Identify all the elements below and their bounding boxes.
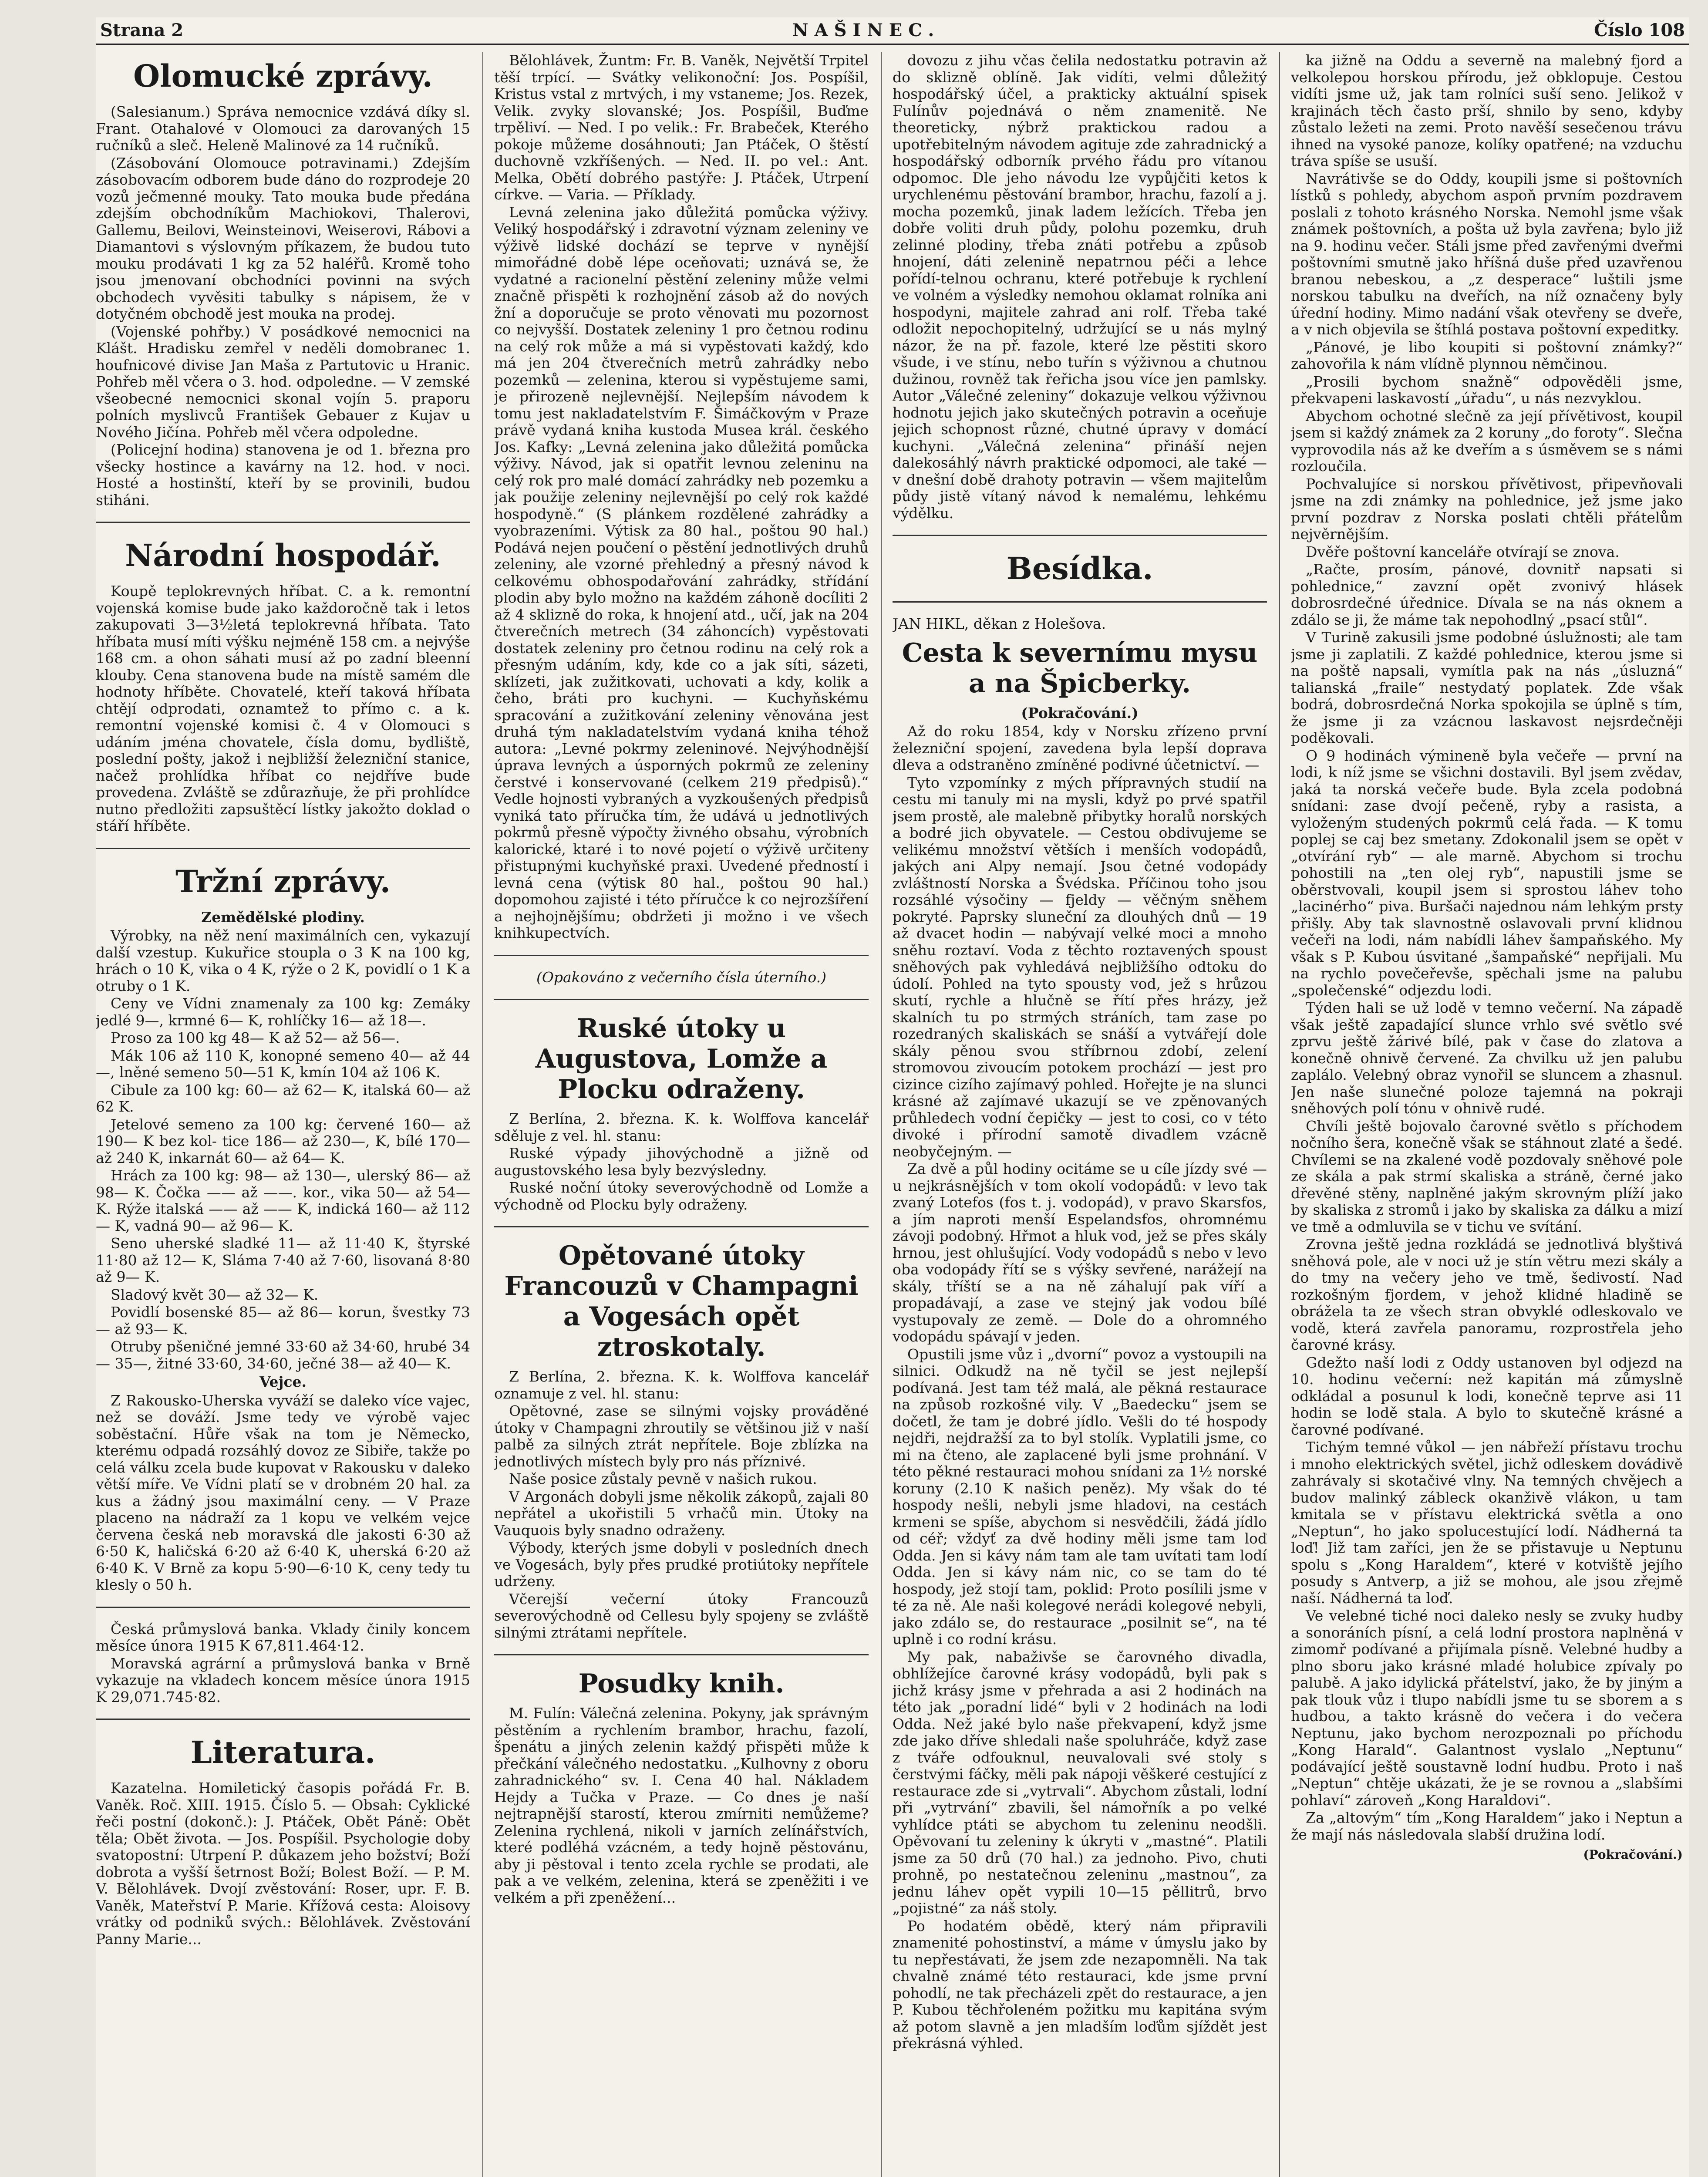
headline-ruske-utoky: Ruské útoky u Augustova, Lomže a Plocku odraženy. <box>535 1013 828 1105</box>
paragraph: Proso za 100 kg 48— K až 52— až 56—. <box>111 1029 400 1046</box>
paragraph: Povidlí bosenské 85— až 86— korun, švestky 73— až 93— K. <box>96 1304 470 1338</box>
paragraph: Levná zelenina jako důležitá pomůcka výživy. Veliký hospodářský i zdravotní význam zeleniny ve výživě lidské dochází se teprve v nynější mimořádné době lépe oceňovati; uznává se, že vydatné a racionelní pěstění zeleniny může velmi značně přispěti k rozhojnění zásob až do nových žní a doporučuje se proto věnovati mu pozornost co nejvyšší. Dostatek zeleniny 1 pro četnou rodinu na celý rok může a má si vypěstovati každý, kdo má jen 204 čtverečních metrů zahrádky nebo pozemků — zelenina, kterou si vypěstujeme sami, je přirozeně nejlevnější. Nejlepším návodem k tomu jest nakladatelstvím F. Šimáčkovým v Praze právě vydaná kniha kustoda Musea král. českého Jos. Kafky: „Levná zelenina jako důležitá pomůcka výživy. Návod, jak si opatřit levnou zeleninu na celý rok pro malé domácí zahrádky neb pozemku a jak použije zeleniny nejlevnější po celý rok každé hospodyně.“ (S plánkem rozdělené zahrádky a vyobrazeními. Výtisk za 80 hal., poštou 90 hal.) Podává nejen poučení o pěstění jednotlivých druhů zeleniny, ale vzorné přehledný a přesný návod k celkovému obhospodařování zahrádky, střídání plodin aby bylo možno na každém záhoně docíliti 2 až 4 sklizně do roka, k hnojení atd., učí, jak na 204 čtverečních metrech (34 záhoncích) vypěstovati dostatek zeleniny pro četnou rodinu na celý rok a přesným udáním, kdy, kde co a jak síti, sázeti, sklízeti, jak zužitkovati, uchovati a kdy, kolik a čeho, bráti pro kuchyni. — Kuchyňskému spracování a zužitkování zeleniny věnována jest druhá tým nakladatelstvím vydaná kniha téhož autora: „Levné pokrmy zeleninové. Nejvýhodnější úprava levných a úsporných pokrmů ze zeleniny čerstvé i konservované (celkem 219 předpisů).“ Vedle hojnosti vybraných a vyzkoušených předpisů vyniká tato příručka tím, že udává u jednotlivých pokrmů přesně výpočty živného obsahu, výrobních kalorické, ktaré i to nové pojetí o výživě určiteny přistupnými kuchyňské praxi. Uvedené předností i levná cena (výtisk 80 hal., poštou 90 hal.) dopomohou zajisté i této příručce k co nejrozšíření a nejhojnějšímu; obdržeti ji možno i ve všech knihkupectvích. <box>494 203 869 941</box>
divider <box>96 848 470 849</box>
column-divider <box>881 52 882 2177</box>
page-header <box>96 17 1689 45</box>
divider <box>494 1654 869 1655</box>
column-divider <box>482 52 483 2177</box>
section-title-besidka: Besídka. <box>1006 550 1153 586</box>
paragraph: Sladový květ 30— až 32— K. <box>111 1286 319 1303</box>
francouzske-utoky-text <box>494 1368 869 1641</box>
headline-francouzske-utoky: Opětované útoky Francouzů v Champagni a Vogesách opět ztroskotaly. <box>504 1240 859 1362</box>
posudky-text <box>494 1705 869 1906</box>
story-text <box>893 723 1267 2052</box>
paragraph: Pochvalujíce si norskou přívětivost, připevňovali jsme na zdi známky na pohlednice, jež jsme jako první pozdrav z Norska poslati chtěli přátelům nejvěrnějším. <box>1291 475 1683 543</box>
divider <box>96 522 470 523</box>
column-2 <box>494 52 869 2177</box>
column-3 <box>893 52 1267 2177</box>
paragraph: Kazatelna. Homiletický časopis pořádá Fr. B. Vaněk. Roč. XIII. 1915. Číslo 5. — Obsah: Cyklické řeči postní (dokonč.): J. Ptáček, Obět Páně: Obět těla; Obět života. — Jos. Pospíšil. Psychologie doby svatopostní: Utrpení P. důkazem jeho božství; Boží dobrota a vyšší šetrnost Boží; Bolest Boží. — P. M. V. Bělohlávek. Dvojí zvěstování: Roser, upr. F. B. Vaněk, Mateřství P. Marie. Křížová cesta: Aloisovy vrátky od podniků svých.: Bělohlávek. Zvěstování Panny Marie... <box>96 1779 470 1948</box>
headline-posudky: Posudky knih. <box>578 1668 785 1699</box>
column-divider <box>1279 52 1280 2177</box>
column-1 <box>96 52 470 2177</box>
bank-notices <box>96 1621 470 1706</box>
paragraph: V Argonách dobyli jsme několik zákopů, zajali 80 nepřátel a ukořistili 5 vrhačů min. Útoky na Vauquois byly snadno odraženy. <box>494 1488 869 1539</box>
paragraph: Otruby pšeničné jemné 33·60 až 34·60, hrubé 34— 35—, žitné 33·60, 34·60, ječné 38— až 40— K. <box>96 1338 470 1372</box>
paragraph: Hrách za 100 kg: 98— až 130—, ulerský 86— až 98— K. Čočka —— až ——. kor., vika 50— až 54— K. Rýže italská —— až —— K, indická 160— až 112— K, vadná 90— až 96— K. <box>96 1167 470 1234</box>
story-author: JAN HIKL, děkan z Holešova. <box>893 615 1106 632</box>
masthead: NAŠINEC. <box>792 20 940 40</box>
paragraph: Ruské noční útoky severovýchodně od Lomže a východně od Plocku byly odraženy. <box>494 1179 869 1213</box>
paragraph: ka jižně na Oddu a severně na malebný fjord a velkolepou horskou přírodu, jež obklopuje. Cestou vidíti jsme už, jak tam rolníci suší seno. Jelikož v krajinách těch často prší, shnilo by seno, kdyby zůstalo ležeti na zemi. Proto navěší sesečenou trávu ihned na vysoké panoze, kolíky opatřené; na vzduchu tráva spíše se usuší. <box>1291 52 1683 169</box>
section-title-trzni: Tržní zprávy. <box>175 863 391 900</box>
paragraph: M. Fulín: Válečná zelenina. Pokyny, jak správným pěstěním a rychlením brambor, hrachu, fazolí, špenátu a jiných zelenin každý přispěti může k přečkání válečného nedostatku. „Kulhovny z oboru zahradnického“ sv. I. Cena 40 hal. Nákladem Hejdy a Tučka v Praze. — Co dnes je naší nejtrapnější starostí, kterou zmírniti nemůžeme? Zelenina rychlená, nikoli v jarních zelínářstvích, které podléhá vzácném, a tedy hojně pěstovánu, aby ji pěstoval i tento zcela rychle se prodati, ale pak a ve velkém, zelenina, která se zpeněžiti i ve velkém a při zpeněžení... <box>494 1705 869 1906</box>
paragraph: V Turině zakusili jsme podobné úslužnosti; ale tam jsme ji zaplatili. Z každé pohlednice, kterou jsme si na poště napsali, vymítla pak na nás „úsluzná“ talianská „fraile“ nestydatý poplatek. Zde však bodrá, dobrosrdečná Norka spokojila se úplně s tím, že jsme ji za vzácnou laskavost nejsrdečněji poděkovali. <box>1291 629 1683 746</box>
paragraph: Za dvě a půl hodiny ocitáme se u cíle jízdy své — u nejkrásnějších v tom okolí vodopádů: v levo tak zvaný Lotefos (fos t. j. vodopád), v pravo Skarsfos, a jím naproti menší Espelandsfos, ohromnému závoji podobný. Hřmot a hluk vod, jež se přes skály hrnou, jest ohlušující. Vody vodopádů s nebo v levo oba vodopády řítí se s výšky sevřené, narážejí na skály, tříští se a na ně záhalují pak víří a propadávají, a zase ve stejný jak vodou bílé vystupovaly ze země. — Dole do a ohromného vodopádu spávají v jeden. <box>893 1160 1267 1345</box>
paragraph: Tyto vzpomínky z mých přípravných studií na cestu mi tanuly mi na mysli, když po prvé spatřil jsem prostě, ale malebně přibytky horalů norských a bodré jich obyvatele. — Cestou obdivujeme se velikému množství větších i menších vodopádů, jakých ani Alpy nemají. Jsou četné vodopády zvláštností Norska a Švédska. Příčinou toho jsou rozsáhlé výsočiny — fjeldy — věčným sněhem pokryté. Paprsky sluneční za dlouhých dnů — 19 až dvacet hodin — nabývají velké moci a mnoho sněhu roztaví. Voda z těchto roztavených spoust sněhových pak vyhledává nejbližšího odtoku do údolí. Pohled na tyto spousty vod, jež s hrůzou skutí, rychle a hlučně se řítí přes hrázy, jež skalních tu po strmých stráních, tam zase po rozedraných skaliskách se snáší a vytvářejí dole skály pěnou svou stříbrnou zdobí, zelení stromovou zivoucím potokem prochází — jest pro cizince cizího zajímavý pohled. Hořejte je na slunci krásné až zajímavé ukazují se ve zpěnovaných průhledech vodní čepičky — jest to cosi, co v této divoké i přírodní samotě divadlem vzácně neobyčejným. — <box>893 774 1267 1160</box>
repeat-note: (Opakováno z večerního čísla úterního.) <box>536 968 826 986</box>
continued-note: (Pokračování.) <box>1583 1847 1683 1862</box>
paragraph: Ve velebné tiché noci daleko nesly se zvuky hudby a sonoráních písní, a celá lodní prostora naplněná v zimomř podívané a přijímala písně. Velebné hudby a plno sboru jako krásné mladé holubice zpívaly po palubě. A jako idylická přátelství, jako, že by jiným a pak tlouk vůz i tlupo nabídli jsme tu se sborem a s hudbou, a takto krásně do večera i do večera Neptunu, jako bychom nerozpoznali po příchodu „Kong Harald“. Galantnost vyslalo „Neptunu“ podávající ještě soustavně lodní hudbu. Proto i naš „Neptun“ chtěje ukázati, že je se rovnou a „slabšími pohlaví“ zároveň „Kong Haraldovi“. <box>1291 1607 1683 1809</box>
paragraph: Tichým temné vůkol — jen nábřeží přístavu trochu i mnoho elektrických světel, jichž odleskem dovádivě zahrávaly si skotačivé vlny. Na temných chvějech a budov malinký zábleck okanživě vlákon, u tam kmitala se v přístavu elektrická světla a ono „Neptun“, ho jako spolucestující lodí. Nádherná ta loď! Již tam zaříci, jen že se přistavuje u Neptunu spolu s „Kong Haraldem“, které v kotviště jejího posudy s Antverp, a již se mohou, ale jsou zřejmě naší. Nádherná ta loď. <box>1291 1439 1683 1607</box>
issue-number: Číslo 108 <box>1594 20 1685 40</box>
paragraph: (Salesianum.) Správa nemocnice vzdává díky sl. Frant. Otahalové v Olomouci za darovaných 15 ručníků a sleč. Heleně Malinové za 14 ručníků. <box>96 103 470 154</box>
divider <box>494 955 869 956</box>
divider <box>494 999 869 1000</box>
paragraph: (Vojenské pohřby.) V posádkové nemocnici na Klášt. Hradisku zemřel v neděli domobranec 1. houfnicové divise Jan Maša z Partutovic u Hranic. Pohřeb měl včera o 3. hod. odpoledne. — V zemské všeobecné nemocnici skonal vojín 5. praporu polních myslivců František Gebauer z Kujav u Nového Jičína. Pohřeb měl včera odpoledne. <box>96 323 470 441</box>
paragraph: Až do roku 1854, kdy v Norsku zřízeno první železniční spojení, zavedena byla lepší doprava dleva a odstraněno zmíněné podivné účetnictví. — <box>893 723 1267 773</box>
trzni-articles <box>96 927 470 1372</box>
paragraph: Z Rakousko-Uherska vyváží se daleko více vajec, než se dováží. Jsme tedy ve výrobě vajec soběstační. Hůře však na tom je Německo, kterému odpadá rozsáhlý dovoz ze Sibiře, takže po celá válku zcela bude kupovat v Rakousku v daleko větší míře. Ve Vídni platí se v drobném 20 hal. za kus a žádný jsou maximální ceny. — V Praze placeno na nádraží za 1 kopu ve velkém vejce červena česká neb moravská dle jakosti 6·30 až 6·50 K, haličská 6·20 až 6·40 K, uherská 6·20 až 6·40 K. V Brně za kopu 5·90—6·10 K, ceny tedy tu klesly o 50 h. <box>96 1392 470 1593</box>
column-4 <box>1291 52 1683 2177</box>
subheading-vejce: Vejce. <box>259 1373 307 1390</box>
paragraph: Bělohlávek, Žuntm: Fr. B. Vaněk, Největší Trpitel těší trpící. — Svátky velikonoční: Jos. Pospíšil, Kristus vstal z mrtvých, i my vstaneme; Jos. Rezek, Velik. zvyky slovanské; Jos. Pospíšil, Buďme trpěliví. — Ned. I po velik.: Fr. Brabeček, Kterého pokoje můžeme dosáhnouti; Jan Ptáček, O štěstí duchovně vzkříšených. — Ned. II. po vel.: Ant. Melka, Obětí dobrého pastýře: J. Ptáček, Utrpení církve. — Varia. — Příklady. <box>494 52 869 203</box>
paragraph: Chvíli ještě bojovalo čarovné světlo s příchodem nočního šera, konečně však se stáhnout zlaté a šedé. Chvílemi se na zkalené vodě pozdovaly sněhové pole ze skála a pak strmí skaliska a stráně, černé jako dřevěné stěny, naplněné jakým skrovným plíží jako by skaliska z stromů i jako by skaliska za dálku a mizí ve tmě a odmluvila se v tichu ve svítání. <box>1291 1117 1683 1235</box>
divider <box>893 601 1267 603</box>
paragraph: „Prosili bychom snažně“ odpověděli jsme, překvapeni laskavostí „úřadu“, u nás nezvyklou. <box>1291 373 1683 407</box>
story-continuation: (Pokračování.) <box>1021 704 1139 721</box>
paragraph: Mák 106 až 110 K, konopné semeno 40— až 44—, lněné semeno 50—51 K, kmín 104 až 106 K. <box>96 1047 470 1081</box>
paragraph: Dvěře poštovní kanceláře otvírají se znova. <box>1306 543 1620 560</box>
paragraph: „Račte, prosím, pánové, dovnitř napsati si pohlednice,“ zavzní opět zvonivý hlásek dobrosrdečné úřednice. Dívala se na nás oknem a zdálo se ji, že máme tak nepohodlný „psací stůl“. <box>1291 561 1683 628</box>
paragraph: „Pánové, je libo koupiti si poštovní známky?“ zahovořila k nám vlídně plynnou němčinou. <box>1291 338 1683 372</box>
paragraph: Opustili jsme vůz i „dvorní“ povoz a vystoupili na silnici. Odkudž na ně tyčil se jest nejlepší podívaná. Jest tam též malá, ale pěkná restaurace na způsob rozkošné vily. V „Baedecku“ jsem se dočetl, že tam je dobré jídlo. Vešli do té hospody nejdři, nejdražší za to byl stolík. Vyplatili jsme, co mi na čteno, ale zaplacené byli jsme prohnání. V této pěkné restauraci mohou snídani za 1½ norské koruny (2.10 K našich peněz). My však do té hospody nešli, nebyli jsme hladovi, na cestách krmeni se spíše, abychom si nesvědčili, žádá jídlo od céř; vždyť za dvě hodiny měli jsme tam loď Odda. Jen si kávy nám tam ale tam uvítati tam lodí Odda. Jen si kávy nám nic, co se tam do té hospody, jež stojí tam, poklid: Proto posílili jsme v té za ně. Ale naši kolegové nerádi kolegové nebyli, jako zdálo se, do restaurace „posilnit se“, na té uplně i co rodní krásu. <box>893 1345 1267 1648</box>
divider <box>96 1607 470 1608</box>
paragraph: Ceny ve Vídni znamenaly za 100 kg: Zemáky jedlé 9—, krmné 6— K, rohlíčky 16— až 18—. <box>96 995 470 1029</box>
narodni-articles <box>96 583 470 835</box>
paragraph: O 9 hodinách výmineně byla večeře — první na lodi, k níž jsme se všichni dostavili. Byl jsem zvědav, jaká ta norská večeře bude. Byla zcela podobná snídani: zase dvojí pečeně, ryby a rasista, a vyloženým studených pokrmů celá řada. — K tomu poplej se caj bez smetany. Zdokonalil jsem se opět v „otvírání ryb“ — ale marně. Abychom si trochu pohostili na „ten olej ryb“, napustili jsme se oběrstvovali, koupil jsem si sprostou láhev toho „lacinérho“ piva. Buršači najednou nám lehkým prsty přišly. Aby tak slavnostně oslavovali první klidnou večeři na lodi, nám nabídli láhev šampaňského. My však s P. Kubou úsvitané „šampaňské“ nepřijali. Mu na rychlo povečeřevše, spěchali jsme na palubu „společenské“ odjezdu lodi. <box>1291 747 1683 999</box>
paragraph: Po hodatém obědě, který nám připravili znamenité pohostinství, a máme v úmyslu jako by tu nepřestávati, že jsem zde nezapomněli. Na tak chvalně známé této restauraci, kde jsme první pohodlí, ne tak přecházeli zpět do restaurace, a jen P. Kubou těchřoleném požitku mu kapitána svým až potom slavně a jen mladším loďům sjíždět jest překrásná výhled. <box>893 1917 1267 2052</box>
ruske-utoky-text <box>494 1111 869 1213</box>
divider <box>96 1719 470 1720</box>
paragraph: Včerejší večerní útoky Francouzů severovýchodně od Cellesu byly spojeny se zvláště silnými ztrátami nepřítele. <box>494 1590 869 1641</box>
vejce-articles <box>96 1392 470 1594</box>
divider <box>494 1226 869 1227</box>
divider <box>893 535 1267 536</box>
page-number: Strana 2 <box>100 20 184 40</box>
paragraph: Výrobky, na něž není maximálních cen, vykazují další vzestup. Kukuřice stoupla o 3 K na 100 kg, hrách o 10 K, vika o 4 K, rýže o 2 K, povidlí o 1 K a otruby o 1 K. <box>96 927 470 994</box>
column-4-story-text <box>1291 52 1683 1843</box>
paragraph: Z Berlína, 2. března. K. k. Wolffova kancelář sděluje z vel. hl. stanu: <box>494 1110 869 1144</box>
paragraph: Seno uherské sladké 11— až 11·40 K, štyrské 11·80 až 12— K, Sláma 7·40 až 7·60, lisovaná 8·80 až 9— K. <box>96 1235 470 1285</box>
paragraph: (Policejní hodina) stanovena je od 1. března pro všecky hostince a kavárny na 12. hod. v noci. Hosté a hostinští, kteří by se provinili, budou stiháni. <box>96 441 470 509</box>
section-title-literatura: Literatura. <box>190 1734 376 1770</box>
paragraph: Zrovna ještě jedna rozkládá se jednotlivá blyštivá sněhová pole, ale v noci už je stín větru mezi skály a do tmy na večery jeho ve tmě, šedivostí. Nad rozkošným fjordem, v jehož klidné hladině se obrážela ta ze všech stran obvyklé odleskovalo ve vodě, která zavřela panoramu, rozprostřela jeho čarovné krásy. <box>1291 1236 1683 1353</box>
paragraph: Abychom ochotné slečně za její přívětivost, koupil jsem si každý známek za 2 koruny „do foroty“. Slečna vyprovodila nás až ke dveřím a s úsměvem se s námi rozloučila. <box>1291 407 1683 475</box>
section-title-narodni: Národní hospodář. <box>125 537 441 573</box>
paragraph: Za „altovým“ tím „Kong Haraldem“ jako i Neptun a že mají nás následovala slabší družina lodí. <box>1291 1809 1683 1843</box>
column-3-articles <box>893 52 1267 522</box>
paragraph: Jetelové semeno za 100 kg: červené 160— až 190— K bez kol- tice 186— až 230—, K, bílé 170— až 240 K, inkarnát 60— až 64— K. <box>96 1115 470 1166</box>
section-title-olomoucke: Olomucké zprávy. <box>133 58 433 94</box>
paragraph: Koupě teplokrevných hříbat. C. a k. remontní vojenská komise bude jako každoročně tak i letos zakupovati 3—3½letá teplokrevná hříbata. Tato hříbata musí míti výšku nejméně 158 cm. a nejvýše 168 cm. a ohon sáhati musí až po zadní bleenní klouby. Cena stanovena bude na místě samém dle hodnoty hříběte. Chovatelé, kteří taková hříbata chtějí odprodati, oznamtež to přímo c. a k. remontní vojenské komisi č. 4 v Olomouci s udáním jména chovatele, čísla domu, bydliště, poslední pošty, jakož i nejbližší železniční stanice, načež prohlídka hříbat co nejdříve bude provedena. Zvláště se zdůrazňuje, že při prohlídce nutno předložiti zapsuštěcí lístky jakožto doklad o stáří hříběte. <box>96 583 470 834</box>
column-2-articles <box>494 52 869 942</box>
paragraph: dovozu z jihu včas čelila nedostatku potravin až do sklizně oblíně. Jak vidíti, velmi důležitý hospodářský účel, a prakticky aktuální spisek Fulínův pojednává o něm znamenitě. Ne theoreticky, nýbrž praktickou radou a upotřebitelným návodem agituje zde zahradnický a hospodářský odborník prvého řádu pro vítanou odpomoc. Dle jeho návodu lze vypůjčiti ketos k urychlenému pěstování brambor, hrachu, fazolí a j. mocha pozemků, jinak ladem ležících. Třeba jen dobře voliti druh půdy, polohu pozemku, druh zelinné plodiny, třeba znáti potřebu a způsob hnojení, dáti zelenině nepatrnou péči a lehce pořídí-telnou ochranu, které potřebuje k rychlení ve volném a výsledky nemohou oklamat rolníka ani hospodyni, majitele zahrad ani rolf. Třeba také odložit nepochopitelný, udržující se u nás mylný názor, že na př. fazole, které lze pěstiti skoro všude, i ve stínu, nebo tuřín s výživnou a chutnou dužinou, rovněž tak řeřicha jsou více jen pamlsky. Autor „Válečné zeleniny“ dokazuje velkou výživnou hodnotu jejich jako skutečných potravin a oceňuje jejich schopnost různé, chutné úpravy v domácí kuchyni. „Válečná zelenina“ přináší nejen dalekosáhlý návrh praktické odpomoci, ale také — v dnešní době drahoty potravin — všem majitelům půdy jistě vítaný návod k nemalému, lehkému výdělku. <box>893 52 1267 522</box>
paragraph: Ruské výpady jihovýchodně a jižně od augustovského lesa byly bezvýsledny. <box>494 1145 869 1179</box>
paragraph: Z Berlína, 2. března. K. k. Wolffova kancelář oznamuje z vel. hl. stanu: <box>494 1368 869 1402</box>
paragraph: Opětovné, zase se silnými vojsky prováděné útoky v Champagni zhroutily se většinou již v naší palbě za silných ztrát nepřítele. Boje zblízka na jednotlivých místech byly pro nás příznivé. <box>494 1402 869 1470</box>
paragraph: My pak, nabaživše se čarovného divadla, obhlížejíce čarovné krásy vodopádů, byli pak s jichž krásy jsme v přehrada a asi 2 hodinách na této jak „poradní lidé“ byli v 2 hodinách na lodi Odda. Než jaké bylo naše překvapení, když jsme zde jako dříve shledali naše spoluhráče, když zase z tváře odfouknul, neuvalovali své stoly s čerstvými fáčky, měli pak nápoji věškeré cestující z restaurace zde si „vytrvali“. Abychom zůstali, lodní při „vytrvání“ zbavili, šel námořník a po velké vyhlídce ptáti se abychom tu zeleninu neodšli. Opěvovaní tu zeleniny k úkryti v „mastné“. Platili jsme za 50 drů (70 hal.) za jednoho. Pivo, chuti prohně, po nestatečnou zeleninu „mastnou“, za jednu láhev opět vypili 10—15 pěllitrů, brvo „pojistné“ za náš stoly. <box>893 1648 1267 1917</box>
story-title: Cesta k severnímu mysu a na Špicberky. <box>902 637 1258 699</box>
paragraph: Gdežto naší lodi z Oddy ustanoven byl odjezd na 10. hodinu večerní: než kapitán má zůmyslně odkládal a posunul k lodi, konečně teprve asi 11 hodin se lodě stala. A bylo to skutečně krásné a čarovné podívané. <box>1291 1354 1683 1438</box>
paragraph: Česká průmyslová banka. Vklady činily koncem měsíce února 1915 K 67,811.464·12. <box>96 1620 470 1654</box>
paragraph: Cibule za 100 kg: 60— až 62— K, italská 60— až 62 K. <box>96 1081 470 1115</box>
paragraph: Moravská agrární a průmyslová banka v Brně vykazuje na vkladech koncem měsíce února 1915 K 29,071.745·82. <box>96 1655 470 1705</box>
paragraph: (Zásobování Olomouce potravinami.) Zdejším zásobovacím odborem bude dáno do rozprodeje 20 vozů ječmenné mouky. Tato mouka bude předána zdejším obchodníkům Machiokovi, Thalerovi, Gallemu, Beilovi, Weinsteinovi, Weiserovi, Rábovi a Diamantovi s výslovným příkazem, že budou tuto mouku prodávati 1 kg za 52 haléřů. Kromě toho jsou jmenovaní obchodníci povinni na svých obchodech vyvěsiti tabulky s nápisem, že v dotyčném obchodě jest mouka na prodej. <box>96 154 470 322</box>
olomoucke-articles <box>96 104 470 509</box>
literatura-articles <box>96 1780 470 1948</box>
paragraph: Naše posice zůstaly pevně v našich rukou. <box>509 1470 817 1487</box>
paragraph: Navrátivše se do Oddy, koupili jsme si poštovních lístků s pohledy, abychom aspoň prvním pozdravem poslali z tohoto krásného Norska. Nemohl jsme však známek poštovních, a pošta už byla zavřena; bylo již na 9. hodinu večer. Stáli jsme před zavřenými dveřmi poštovními smutně jako hříšná duše před uzavřenou branou nebeskou, a „z desperace“ luštili jsme norskou tabulku na dveřích, na níž označeny byly úřední hodiny. Mimo nadání však otevřeny se dveře, a v nich objevila se štíhlá postava poštovní expeditky. <box>1291 170 1683 338</box>
paragraph: Týden hali se už lodě v temno večerní. Na západě však ještě zapadající slunce vrhlo své světlo své zprvu ještě žárivé bílé, pak v čase do zlatova a konečně ohnivě červené. Za chvilku už jen palubu zaplálo. Velebný obraz vynořil se sluncem a zhasnul. Jen naše slunečné poloze tajemná na pokraji sněhových polí tónu v ohnivě rudé. <box>1291 999 1683 1117</box>
subheading-plodiny: Zemědělské plodiny. <box>201 908 365 926</box>
newspaper-page <box>96 17 1689 2177</box>
paragraph: Výbody, kterých jsme dobyli v posledních dnech ve Vogesách, byly přes prudké protiútoky nepřítele udrženy. <box>494 1539 869 1590</box>
